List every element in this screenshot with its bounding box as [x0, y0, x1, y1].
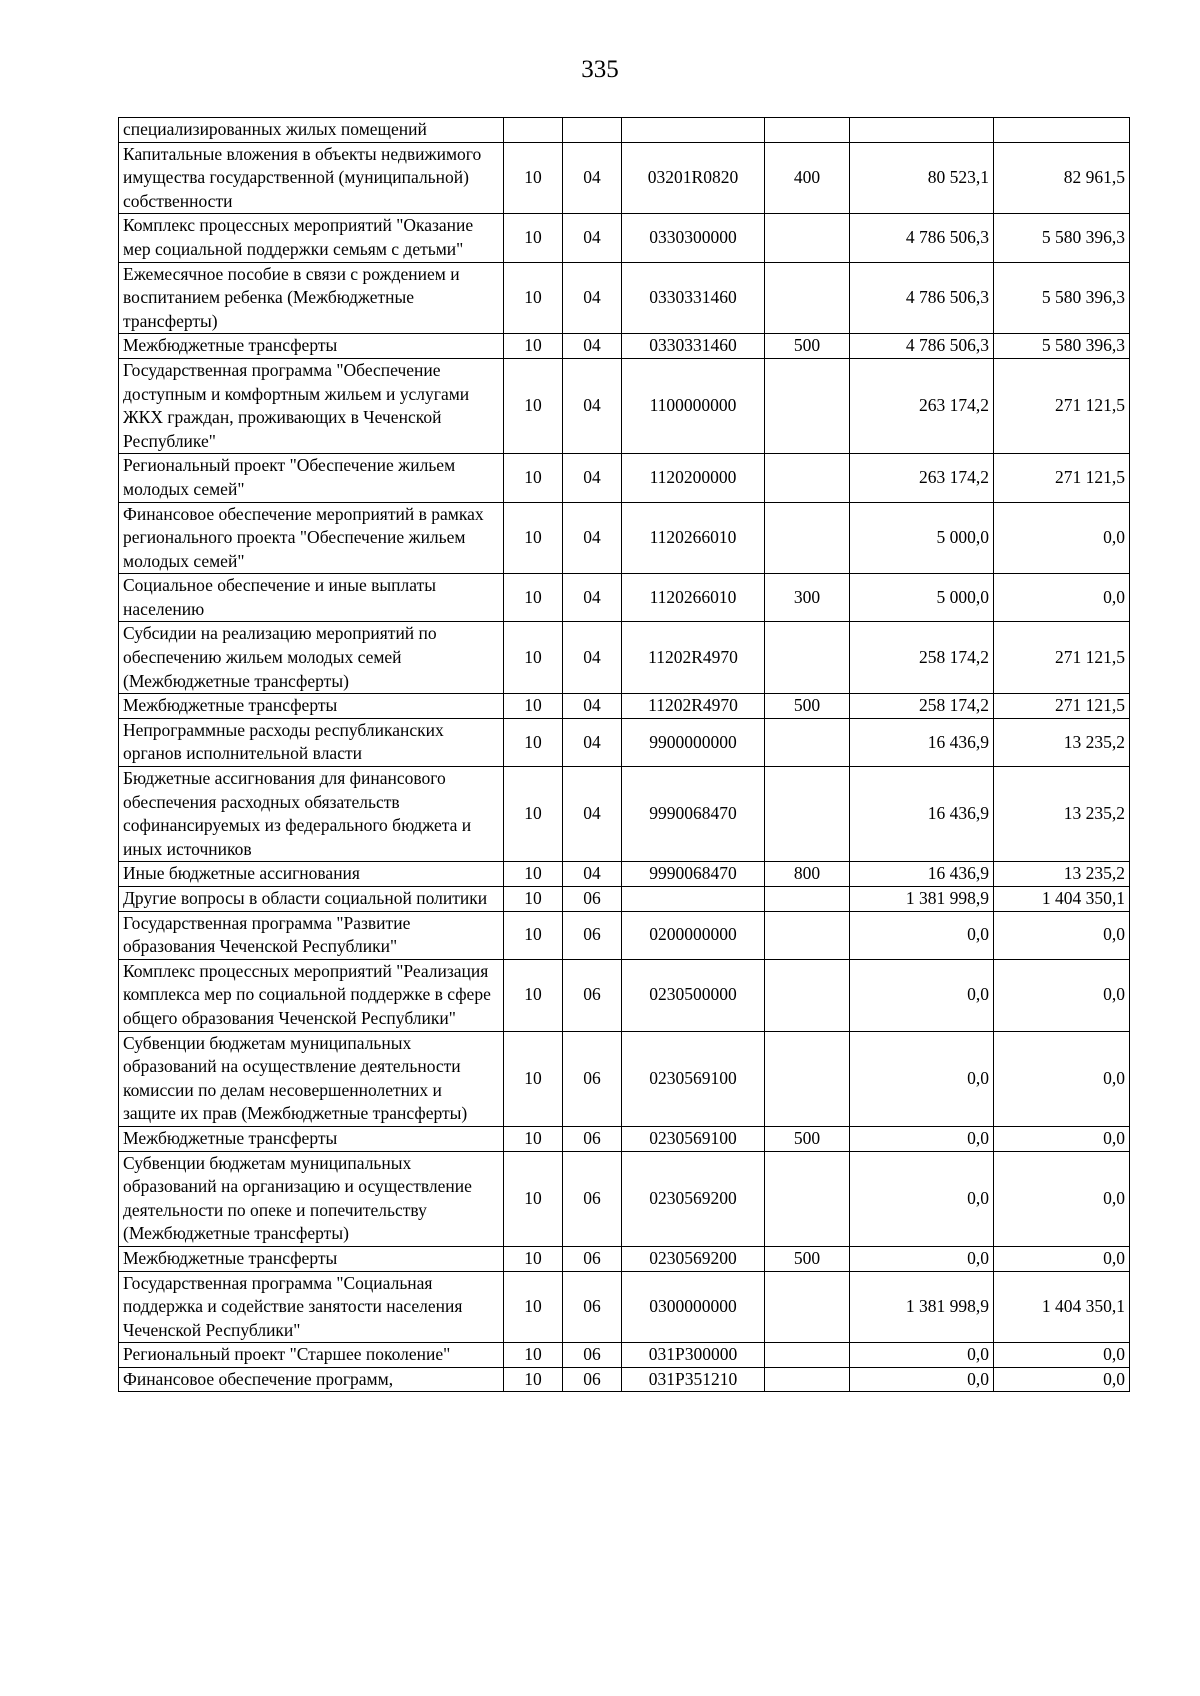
table-row [119, 214, 1130, 262]
amount-year2-cell: 0,0 [994, 1367, 1130, 1392]
section-code-cell [504, 118, 563, 143]
expense-type-cell [765, 959, 850, 1031]
subsection-code-cell: 06 [563, 1126, 622, 1151]
target-article-cell: 9990068470 [622, 862, 765, 887]
expense-type-cell [765, 911, 850, 959]
target-article-cell: 0200000000 [622, 911, 765, 959]
target-article-cell: 0230569100 [622, 1031, 765, 1126]
section-code-cell: 10 [504, 502, 563, 574]
amount-year2-cell: 1 404 350,1 [994, 1271, 1130, 1343]
section-code-cell: 10 [504, 574, 563, 622]
target-article-cell: 0230569100 [622, 1126, 765, 1151]
section-code-cell: 10 [504, 887, 563, 912]
expense-type-cell: 500 [765, 1246, 850, 1271]
expense-type-cell: 500 [765, 1126, 850, 1151]
expense-type-cell [765, 1151, 850, 1246]
amount-year2-cell: 1 404 350,1 [994, 887, 1130, 912]
amount-year2-cell: 0,0 [994, 502, 1130, 574]
section-code-cell: 10 [504, 767, 563, 862]
expense-type-cell: 400 [765, 142, 850, 214]
expense-type-cell [765, 262, 850, 334]
amount-year2-cell [994, 118, 1130, 143]
subsection-code-cell: 04 [563, 502, 622, 574]
expense-type-cell [765, 358, 850, 453]
expense-name-cell: Непрограммные расходы республиканских органов исполнительной власти [119, 718, 504, 766]
target-article-cell: 1120200000 [622, 454, 765, 502]
expense-type-cell [765, 718, 850, 766]
expense-name-cell: Иные бюджетные ассигнования [119, 862, 504, 887]
subsection-code-cell: 06 [563, 911, 622, 959]
subsection-code-cell: 06 [563, 1246, 622, 1271]
amount-year1-cell [850, 118, 994, 143]
amount-year2-cell: 5 580 396,3 [994, 214, 1130, 262]
expense-name-cell: Ежемесячное пособие в связи с рождением и воспитанием ребенка (Межбюджетные трансферты) [119, 262, 504, 334]
table-row [119, 358, 1130, 453]
amount-year1-cell: 258 174,2 [850, 622, 994, 694]
expense-name-cell: Комплекс процессных мероприятий "Реализация комплекса мер по социальной поддержке в сфере общего образования Чеченской Республики" [119, 959, 504, 1031]
section-code-cell: 10 [504, 959, 563, 1031]
amount-year1-cell: 0,0 [850, 1151, 994, 1246]
amount-year1-cell: 0,0 [850, 911, 994, 959]
expense-type-cell [765, 502, 850, 574]
table-row [119, 454, 1130, 502]
section-code-cell: 10 [504, 262, 563, 334]
table-row [119, 1271, 1130, 1343]
section-code-cell: 10 [504, 1271, 563, 1343]
expense-name-cell: Субвенции бюджетам муниципальных образований на организацию и осуществление деятельности по опеке и попечительству (Межбюджетные трансферты) [119, 1151, 504, 1246]
expense-type-cell [765, 1271, 850, 1343]
table-row [119, 1031, 1130, 1126]
expense-type-cell [765, 1367, 850, 1392]
subsection-code-cell: 04 [563, 262, 622, 334]
budget-table [118, 117, 1130, 1392]
expense-type-cell [765, 1031, 850, 1126]
target-article-cell: 0230500000 [622, 959, 765, 1031]
table-row [119, 262, 1130, 334]
section-code-cell: 10 [504, 1343, 563, 1368]
amount-year1-cell: 0,0 [850, 959, 994, 1031]
amount-year2-cell: 5 580 396,3 [994, 262, 1130, 334]
amount-year1-cell: 5 000,0 [850, 502, 994, 574]
subsection-code-cell: 04 [563, 574, 622, 622]
subsection-code-cell: 06 [563, 1151, 622, 1246]
target-article-cell: 11202R4970 [622, 622, 765, 694]
amount-year2-cell: 0,0 [994, 1151, 1130, 1246]
table-row [119, 959, 1130, 1031]
target-article-cell: 0300000000 [622, 1271, 765, 1343]
expense-type-cell [765, 767, 850, 862]
amount-year1-cell: 4 786 506,3 [850, 334, 994, 359]
expense-name-cell: Региональный проект "Обеспечение жильем молодых семей" [119, 454, 504, 502]
subsection-code-cell: 04 [563, 142, 622, 214]
target-article-cell: 0330331460 [622, 262, 765, 334]
amount-year2-cell: 0,0 [994, 911, 1130, 959]
expense-type-cell: 500 [765, 334, 850, 359]
expense-name-cell: Государственная программа "Обеспечение доступным и комфортным жильем и услугами ЖКХ граждан, проживающих в Чеченской Республике" [119, 358, 504, 453]
amount-year1-cell: 4 786 506,3 [850, 214, 994, 262]
table-row [119, 767, 1130, 862]
target-article-cell: 03201R0820 [622, 142, 765, 214]
amount-year1-cell: 0,0 [850, 1367, 994, 1392]
section-code-cell: 10 [504, 1367, 563, 1392]
amount-year1-cell: 80 523,1 [850, 142, 994, 214]
section-code-cell: 10 [504, 911, 563, 959]
expense-type-cell: 500 [765, 694, 850, 719]
amount-year2-cell: 0,0 [994, 574, 1130, 622]
section-code-cell: 10 [504, 694, 563, 719]
amount-year2-cell: 271 121,5 [994, 622, 1130, 694]
amount-year2-cell: 0,0 [994, 1343, 1130, 1368]
subsection-code-cell: 04 [563, 862, 622, 887]
expense-type-cell [765, 454, 850, 502]
table-row [119, 718, 1130, 766]
amount-year1-cell: 258 174,2 [850, 694, 994, 719]
table-row [119, 1246, 1130, 1271]
expense-type-cell [765, 118, 850, 143]
section-code-cell: 10 [504, 862, 563, 887]
subsection-code-cell: 06 [563, 1343, 622, 1368]
amount-year1-cell: 0,0 [850, 1343, 994, 1368]
subsection-code-cell: 06 [563, 1031, 622, 1126]
expense-type-cell [765, 887, 850, 912]
amount-year1-cell: 0,0 [850, 1031, 994, 1126]
table-row [119, 118, 1130, 143]
expense-name-cell: Государственная программа "Развитие образования Чеченской Республики" [119, 911, 504, 959]
table-row [119, 911, 1130, 959]
expense-type-cell [765, 214, 850, 262]
section-code-cell: 10 [504, 622, 563, 694]
expense-type-cell: 800 [765, 862, 850, 887]
section-code-cell: 10 [504, 334, 563, 359]
subsection-code-cell: 06 [563, 1367, 622, 1392]
expense-type-cell [765, 1343, 850, 1368]
table-row [119, 574, 1130, 622]
subsection-code-cell: 06 [563, 1271, 622, 1343]
amount-year2-cell: 271 121,5 [994, 454, 1130, 502]
table-row [119, 887, 1130, 912]
subsection-code-cell: 04 [563, 454, 622, 502]
amount-year1-cell: 263 174,2 [850, 454, 994, 502]
target-article-cell: 1100000000 [622, 358, 765, 453]
section-code-cell: 10 [504, 1151, 563, 1246]
expense-name-cell: Межбюджетные трансферты [119, 694, 504, 719]
expense-name-cell: Государственная программа "Социальная поддержка и содействие занятости населения Чеченской Республики" [119, 1271, 504, 1343]
amount-year2-cell: 0,0 [994, 1246, 1130, 1271]
table-row [119, 862, 1130, 887]
section-code-cell: 10 [504, 358, 563, 453]
table-row [119, 502, 1130, 574]
amount-year1-cell: 1 381 998,9 [850, 1271, 994, 1343]
amount-year2-cell: 0,0 [994, 1126, 1130, 1151]
amount-year1-cell: 16 436,9 [850, 767, 994, 862]
amount-year2-cell: 13 235,2 [994, 767, 1130, 862]
expense-name-cell: Бюджетные ассигнования для финансового обеспечения расходных обязательств софинансируемых из федерального бюджета и иных источников [119, 767, 504, 862]
amount-year1-cell: 263 174,2 [850, 358, 994, 453]
table-row [119, 334, 1130, 359]
table-row [119, 1367, 1130, 1392]
amount-year2-cell: 5 580 396,3 [994, 334, 1130, 359]
target-article-cell: 0230569200 [622, 1246, 765, 1271]
target-article-cell: 1120266010 [622, 502, 765, 574]
section-code-cell: 10 [504, 1031, 563, 1126]
table-row [119, 622, 1130, 694]
target-article-cell: 9990068470 [622, 767, 765, 862]
amount-year2-cell: 13 235,2 [994, 718, 1130, 766]
amount-year1-cell: 0,0 [850, 1126, 994, 1151]
expense-name-cell: Финансовое обеспечение мероприятий в рамках регионального проекта "Обеспечение жильем молодых семей" [119, 502, 504, 574]
subsection-code-cell: 04 [563, 358, 622, 453]
expense-type-cell: 300 [765, 574, 850, 622]
expense-name-cell: Межбюджетные трансферты [119, 1246, 504, 1271]
expense-name-cell: Межбюджетные трансферты [119, 334, 504, 359]
expense-name-cell: Другие вопросы в области социальной политики [119, 887, 504, 912]
expense-name-cell: Комплекс процессных мероприятий "Оказание мер социальной поддержки семьям с детьми" [119, 214, 504, 262]
amount-year1-cell: 1 381 998,9 [850, 887, 994, 912]
amount-year2-cell: 82 961,5 [994, 142, 1130, 214]
target-article-cell: 11202R4970 [622, 694, 765, 719]
target-article-cell [622, 887, 765, 912]
section-code-cell: 10 [504, 1246, 563, 1271]
target-article-cell: 1120266010 [622, 574, 765, 622]
amount-year1-cell: 16 436,9 [850, 718, 994, 766]
target-article-cell: 0330331460 [622, 334, 765, 359]
table-row [119, 1343, 1130, 1368]
amount-year1-cell: 4 786 506,3 [850, 262, 994, 334]
section-code-cell: 10 [504, 214, 563, 262]
subsection-code-cell: 06 [563, 887, 622, 912]
table-row [119, 142, 1130, 214]
subsection-code-cell: 04 [563, 622, 622, 694]
target-article-cell [622, 118, 765, 143]
amount-year2-cell: 0,0 [994, 1031, 1130, 1126]
target-article-cell: 0230569200 [622, 1151, 765, 1246]
amount-year2-cell: 13 235,2 [994, 862, 1130, 887]
section-code-cell: 10 [504, 142, 563, 214]
expense-name-cell: Финансовое обеспечение программ, [119, 1367, 504, 1392]
target-article-cell: 031P351210 [622, 1367, 765, 1392]
amount-year2-cell: 271 121,5 [994, 694, 1130, 719]
expense-name-cell: Социальное обеспечение и иные выплаты населению [119, 574, 504, 622]
page-number: 335 [581, 56, 619, 83]
target-article-cell: 031P300000 [622, 1343, 765, 1368]
table-row [119, 1126, 1130, 1151]
expense-name-cell: Капитальные вложения в объекты недвижимого имущества государственной (муниципальной) собственности [119, 142, 504, 214]
amount-year1-cell: 0,0 [850, 1246, 994, 1271]
amount-year1-cell: 5 000,0 [850, 574, 994, 622]
expense-name-cell: специализированных жилых помещений [119, 118, 504, 143]
table-row [119, 694, 1130, 719]
subsection-code-cell: 04 [563, 334, 622, 359]
amount-year2-cell: 0,0 [994, 959, 1130, 1031]
subsection-code-cell: 04 [563, 718, 622, 766]
expense-name-cell: Субвенции бюджетам муниципальных образований на осуществление деятельности комиссии по делам несовершеннолетних и защите их прав (Межбюджетные трансферты) [119, 1031, 504, 1126]
amount-year2-cell: 271 121,5 [994, 358, 1130, 453]
section-code-cell: 10 [504, 718, 563, 766]
subsection-code-cell [563, 118, 622, 143]
target-article-cell: 9900000000 [622, 718, 765, 766]
section-code-cell: 10 [504, 1126, 563, 1151]
expense-name-cell: Региональный проект "Старшее поколение" [119, 1343, 504, 1368]
subsection-code-cell: 04 [563, 767, 622, 862]
subsection-code-cell: 04 [563, 214, 622, 262]
amount-year1-cell: 16 436,9 [850, 862, 994, 887]
target-article-cell: 0330300000 [622, 214, 765, 262]
expense-type-cell [765, 622, 850, 694]
expense-name-cell: Субсидии на реализацию мероприятий по обеспечению жильем молодых семей (Межбюджетные трансферты) [119, 622, 504, 694]
subsection-code-cell: 06 [563, 959, 622, 1031]
table-row [119, 1151, 1130, 1246]
table-body [119, 118, 1130, 1392]
expense-name-cell: Межбюджетные трансферты [119, 1126, 504, 1151]
subsection-code-cell: 04 [563, 694, 622, 719]
section-code-cell: 10 [504, 454, 563, 502]
